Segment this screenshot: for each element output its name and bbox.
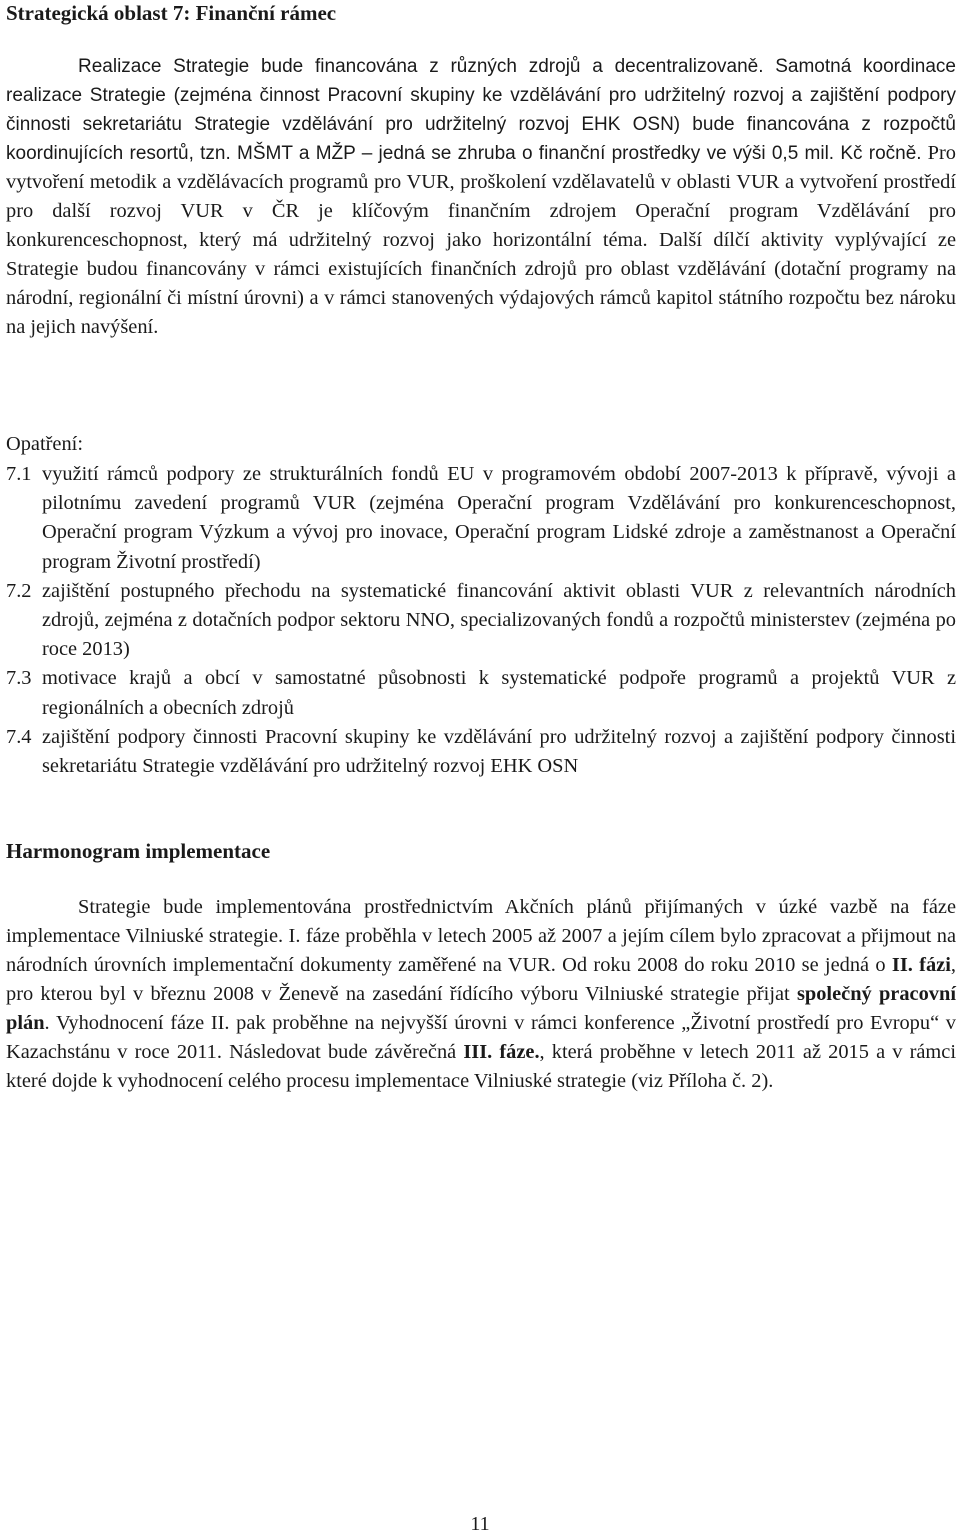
harmonogram-paragraph — [6, 893, 956, 1096]
financing-paragraph-part-2: Pro vytvoření metodik a vzdělávacích programů pro VUR, proškolení vzdělavatelů v oblasti VUR a vytvoření prostředí pro další rozvoj VUR v ČR je klíčovým finančním zdrojem Operační program Vzdělávání pro konkurenceschopnost, který má udržitelný rozvoj jako horizontální téma. Další dílčí aktivity vyplývající ze Strategie budou financovány v rámci existujících finančních zdrojů pro oblast vzdělávání (dotační programy na národní, regionální či místní úrovni) a v rámci stanovených výdajových rámců kapitol státního rozpočtu bez nároku na jejich navýšení. — [6, 142, 956, 339]
page-number: 11 — [470, 1513, 490, 1535]
harmonogram-title: Harmonogram implementace — [6, 839, 271, 863]
measure-number: 7.2 — [6, 579, 32, 602]
financing-paragraph — [6, 52, 956, 342]
financing-paragraph-part-1: Realizace Strategie bude financována z různých zdrojů a decentralizovaně. Samotná koordinace realizace Strategie (zejména činnost Pracovní skupiny ke vzdělávání pro udržitelný rozvoj a zajištění podpory činnosti sekretariátu Strategie vzdělávání pro udržitelný rozvoj EHK OSN) bude financována z rozpočtů koordinujících resortů, tzn. MŠMT a MŽP – jedná se zhruba o finanční prostředky ve výši 0,5 mil. Kč ročně. — [6, 56, 956, 165]
harmonogram-text-1: Strategie bude implementována prostřednictvím Akčních plánů přijímaných v úzké vazbě na fáze implementace Vilniuské strategie. I. fáze proběhla v letech 2005 až 2007 a jejím cílem bylo zpracovat a přijmout na národních úrovních implementační dokumenty zaměřené na VUR. Od roku 2008 do roku 2010 se jedná o — [6, 896, 956, 977]
harmonogram-text-3: . Vyhodnocení fáze II. pak proběhne na nejvyšší úrovni v rámci konference „Životní prostředí pro Evropu“ v Kazachstánu v roce 2011. Následovat bude závěrečná — [6, 1012, 956, 1064]
phase-three-emphasis: III. fáze. — [463, 1041, 540, 1064]
measure-item — [6, 664, 956, 722]
measures-label: Opatření: — [6, 433, 84, 455]
phase-two-emphasis: II. fázi — [891, 954, 951, 977]
harmonogram-text-4: , která proběhne v letech 2011 až 2015 a v rámci které dojde k vyhodnocení celého procesu implementace Vilniuské strategie (viz Příloha č. 2). — [6, 1041, 956, 1093]
section-title: Strategická oblast 7: Finanční rámec — [6, 1, 337, 25]
measure-text: motivace krajů a obcí v samostatné působnosti k systematické podpoře programů a projektů VUR z regionálních a obecních zdrojů — [42, 667, 956, 719]
measures-list — [6, 460, 956, 781]
measure-number: 7.3 — [6, 667, 32, 690]
harmonogram-text-2: , pro kterou byl v březnu 2008 v Ženevě na zasedání řídícího výboru Vilniuské strategie přijat — [6, 954, 956, 1006]
measure-number: 7.4 — [6, 725, 32, 748]
measure-text: využití rámců podpory ze strukturálních fondů EU v programovém období 2007-2013 k přípravě, vývoji a pilotnímu zavedení programů VUR (zejména Operační program Vzdělávání pro konkurenceschopnost, Operační program Výzkum a vývoj pro inovace, Operační program Lidské zdroje a zaměstnanost a Operační program Životní prostředí) — [42, 463, 956, 573]
measure-item — [6, 460, 956, 577]
measure-number: 7.1 — [6, 463, 32, 485]
measure-text: zajištění podpory činnosti Pracovní skupiny ke vzdělávání pro udržitelný rozvoj a zajištění podpory činnosti sekretariátu Strategie vzdělávání pro udržitelný rozvoj EHK OSN — [42, 725, 956, 778]
measure-item — [6, 577, 956, 665]
work-plan-emphasis: společný pracovní plán — [6, 983, 956, 1035]
measure-item — [6, 723, 956, 781]
measure-text: zajištění postupného přechodu na systematické financování aktivit oblasti VUR z relevantních národních zdrojů, zejména z dotačních podpor sektoru NNO, specializovaných fondů a rozpočtů ministerstev (zejména po roce 2013) — [42, 579, 956, 661]
